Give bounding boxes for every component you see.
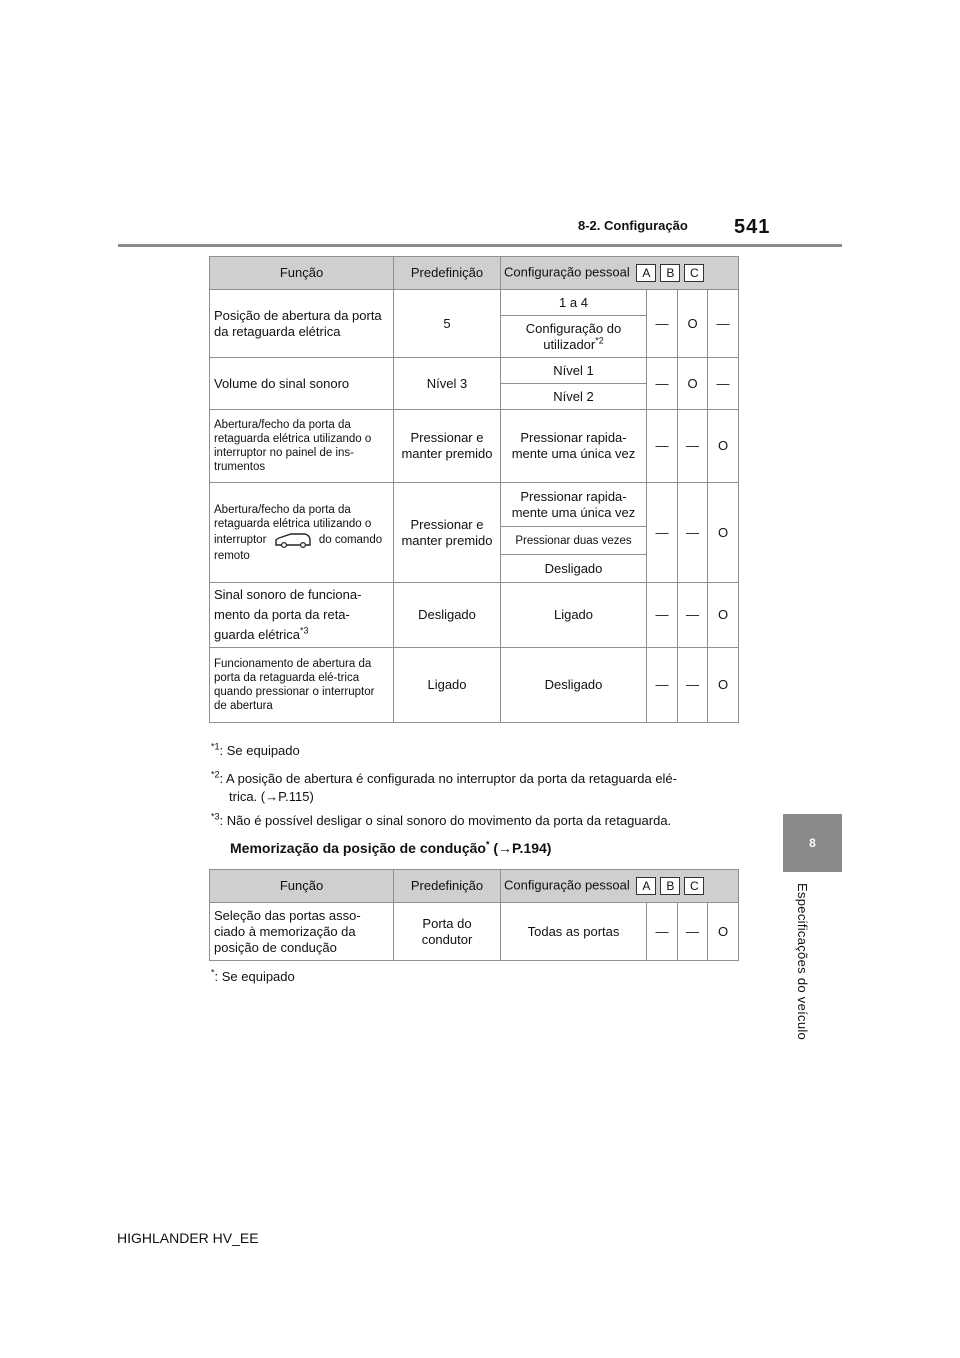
cell-c: O xyxy=(708,410,739,483)
header-predefinicao: Predefinição xyxy=(394,870,501,903)
cell-option: Pressionar rapida-mente uma única vez xyxy=(501,483,647,527)
cell-c: — xyxy=(708,358,739,410)
cell-predef: 5 xyxy=(394,290,501,358)
footnote-3 xyxy=(211,812,671,830)
funcao-text: Abertura/fecho da porta da retaguarda elétrica utilizando o interruptor xyxy=(214,503,372,546)
cell-a: — xyxy=(647,583,678,648)
table-row xyxy=(210,903,739,961)
settings-table-1 xyxy=(209,256,739,723)
cell-b: — xyxy=(678,903,708,961)
cell-a: — xyxy=(647,483,678,583)
cell-a: — xyxy=(647,903,678,961)
cell-option: Pressionar rapida-mente uma única vez xyxy=(501,410,647,483)
abc-boxes xyxy=(636,877,704,895)
footnote-2-cont: trica. (→P.115) xyxy=(229,789,314,804)
option-text: Configuração do utilizador xyxy=(525,320,622,352)
footnote-mark: *2 xyxy=(595,335,604,346)
footnote-text: : Se equipado xyxy=(219,743,300,758)
chapter-label: Especificações do veículo xyxy=(795,883,810,1041)
chapter-tab: 8 xyxy=(783,814,842,872)
cell-a: — xyxy=(647,358,678,410)
cell-b: — xyxy=(678,583,708,648)
cell-funcao: Abertura/fecho da porta da retaguarda elétrica utilizando o interruptor no painel de ins-trumentos xyxy=(210,410,394,483)
cell-a: — xyxy=(647,648,678,723)
table-row xyxy=(210,483,739,527)
cell-funcao xyxy=(210,483,394,583)
header-config-label: Configuração pessoal xyxy=(504,877,630,893)
cell-option: Todas as portas xyxy=(501,903,647,961)
table-row xyxy=(210,410,739,483)
header-config-label: Configuração pessoal xyxy=(504,264,630,280)
cell-predef: Pressionar e manter premido xyxy=(394,410,501,483)
cell-b: — xyxy=(678,648,708,723)
cell-c: O xyxy=(708,903,739,961)
box-a: A xyxy=(636,877,656,895)
cell-a: — xyxy=(647,410,678,483)
cell-option xyxy=(501,316,647,358)
cell-predef: Pressionar e manter premido xyxy=(394,483,501,583)
funcao-text: do comando remoto xyxy=(214,533,383,562)
footnote-text: : Se equipado xyxy=(214,969,295,984)
heading-text: Memorização da posição de condução xyxy=(230,840,486,856)
table-row xyxy=(210,648,739,723)
cell-predef: Desligado xyxy=(394,583,501,648)
footnote-mark: *3 xyxy=(300,625,309,636)
cell-b: — xyxy=(678,410,708,483)
footnote-1 xyxy=(211,742,300,760)
remote-back-door-icon xyxy=(273,531,313,549)
section-title: 8-2. Configuração xyxy=(578,218,688,233)
table-row xyxy=(210,358,739,384)
cell-option: Desligado xyxy=(501,648,647,723)
page-reference: (→P.194) xyxy=(489,840,552,856)
footnote-table-2 xyxy=(211,968,295,986)
table-row xyxy=(210,583,739,648)
header-config xyxy=(501,257,739,290)
cell-funcao: Volume do sinal sonoro xyxy=(210,358,394,410)
cell-funcao: Seleção das portas asso-ciado à memorização da posição de condução xyxy=(210,903,394,961)
cell-c: — xyxy=(708,290,739,358)
table-row xyxy=(210,290,739,316)
cell-a: — xyxy=(647,290,678,358)
cell-option: 1 a 4 xyxy=(501,290,647,316)
cell-b: O xyxy=(678,358,708,410)
table-header-row xyxy=(210,257,739,290)
header-funcao: Função xyxy=(210,257,394,290)
cell-predef: Ligado xyxy=(394,648,501,723)
cell-option: Nível 2 xyxy=(501,384,647,410)
header-funcao: Função xyxy=(210,870,394,903)
footnote-text: : Não é possível desligar o sinal sonoro do movimento da porta da retaguarda. xyxy=(219,813,672,828)
footnote-mark: * xyxy=(485,839,490,850)
cell-option: Ligado xyxy=(501,583,647,648)
cell-c: O xyxy=(708,648,739,723)
abc-boxes xyxy=(636,264,704,282)
cell-option: Desligado xyxy=(501,555,647,583)
cell-predef: Nível 3 xyxy=(394,358,501,410)
cell-funcao: Posição de abertura da porta da retaguarda elétrica xyxy=(210,290,394,358)
cell-predef: Porta do condutor xyxy=(394,903,501,961)
box-a: A xyxy=(636,264,656,282)
cell-option: Nível 1 xyxy=(501,358,647,384)
footnote-2 xyxy=(211,770,677,788)
header-divider xyxy=(118,244,842,247)
settings-table-2 xyxy=(209,869,739,961)
section-heading xyxy=(230,840,551,856)
box-b: B xyxy=(660,264,680,282)
footnote-mark: *1 xyxy=(211,741,220,752)
cell-option: Pressionar duas vezes xyxy=(501,527,647,555)
box-b: B xyxy=(660,877,680,895)
footnote-mark: *2 xyxy=(211,769,220,780)
box-c: C xyxy=(684,264,704,282)
cell-funcao: Funcionamento de abertura da porta da retaguarda elé-trica quando pressionar o interruptor de abertura xyxy=(210,648,394,723)
footnote-text: : A posição de abertura é configurada no interruptor da porta da retaguarda elé- xyxy=(219,771,677,786)
cell-b: — xyxy=(678,483,708,583)
cell-funcao xyxy=(210,583,394,648)
footnote-mark: * xyxy=(211,967,215,978)
header-predefinicao: Predefinição xyxy=(394,257,501,290)
page-number: 541 xyxy=(734,216,771,238)
cell-c: O xyxy=(708,583,739,648)
cell-b: O xyxy=(678,290,708,358)
table-header-row xyxy=(210,870,739,903)
footer-model: HIGHLANDER HV_EE xyxy=(117,1230,259,1246)
cell-c: O xyxy=(708,483,739,583)
funcao-text: Sinal sonoro de funciona-mento da porta da reta-guarda elétrica xyxy=(214,587,362,642)
header-config xyxy=(501,870,739,903)
box-c: C xyxy=(684,877,704,895)
footnote-mark: *3 xyxy=(211,811,220,822)
